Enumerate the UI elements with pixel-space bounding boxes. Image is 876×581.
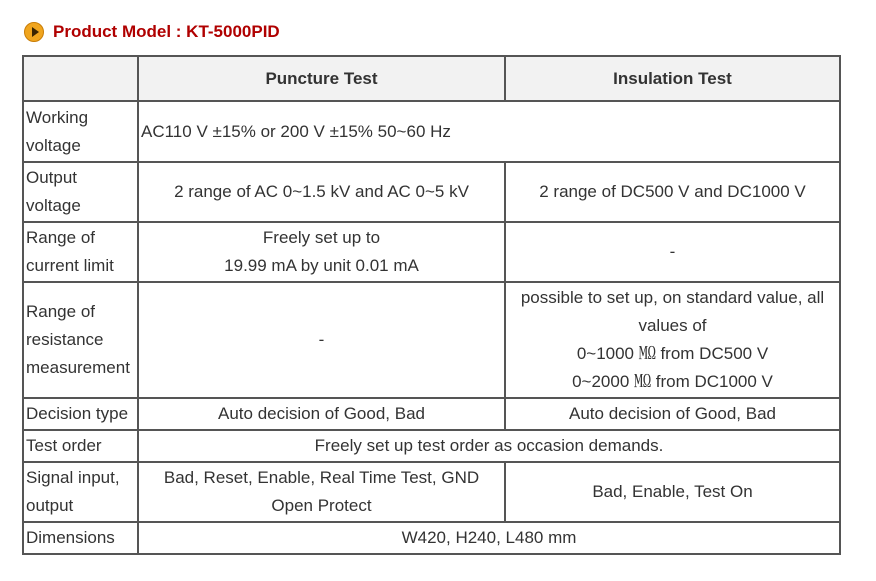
row-label-signal: Signal input, output [23,462,138,522]
table-row [23,282,840,398]
table-row [23,430,840,462]
play-bullet-icon [24,22,44,42]
row-label-dimensions: Dimensions [23,522,138,554]
row-label-output-voltage: Output voltage [23,162,138,222]
row-label-test-order: Test order [23,430,138,462]
cell-test-order: Freely set up test order as occasion demands. [138,430,840,462]
product-model-title: Product Model : KT-5000PID [53,22,280,41]
header-insulation-test: Insulation Test [505,56,840,101]
table-row [23,162,840,222]
cell-output-voltage-puncture: 2 range of AC 0~1.5 kV and AC 0~5 kV [138,162,505,222]
cell-working-voltage: AC110 V ±15% or 200 V ±15% 50~60 Hz [138,101,840,162]
cell-current-limit-puncture: Freely set up to 19.99 mA by unit 0.01 mA [138,222,505,282]
header-puncture-test: Puncture Test [138,56,505,101]
table-row [23,462,840,522]
cell-decision-insulation: Auto decision of Good, Bad [505,398,840,430]
row-label-working-voltage: Working voltage [23,101,138,162]
cell-decision-puncture: Auto decision of Good, Bad [138,398,505,430]
cell-output-voltage-insulation: 2 range of DC500 V and DC1000 V [505,162,840,222]
row-label-resistance: Range of resistance measurement [23,282,138,398]
row-label-decision-type: Decision type [23,398,138,430]
table-row [23,398,840,430]
table-row [23,522,840,554]
cell-signal-insulation: Bad, Enable, Test On [505,462,840,522]
row-label-current-limit: Range of current limit [23,222,138,282]
cell-resistance-puncture: - [138,282,505,398]
table-row [23,222,840,282]
cell-dimensions: W420, H240, L480 mm [138,522,840,554]
cell-resistance-insulation: possible to set up, on standard value, all values of 0~1000 ㏁ from DC500 V 0~2000 ㏁ from DC1000 V [505,282,840,398]
spec-table [22,55,841,555]
product-heading [24,21,280,43]
cell-current-limit-insulation: - [505,222,840,282]
table-row [23,101,840,162]
table-header-row [23,56,840,101]
cell-signal-puncture: Bad, Reset, Enable, Real Time Test, GND Open Protect [138,462,505,522]
header-empty [23,56,138,101]
